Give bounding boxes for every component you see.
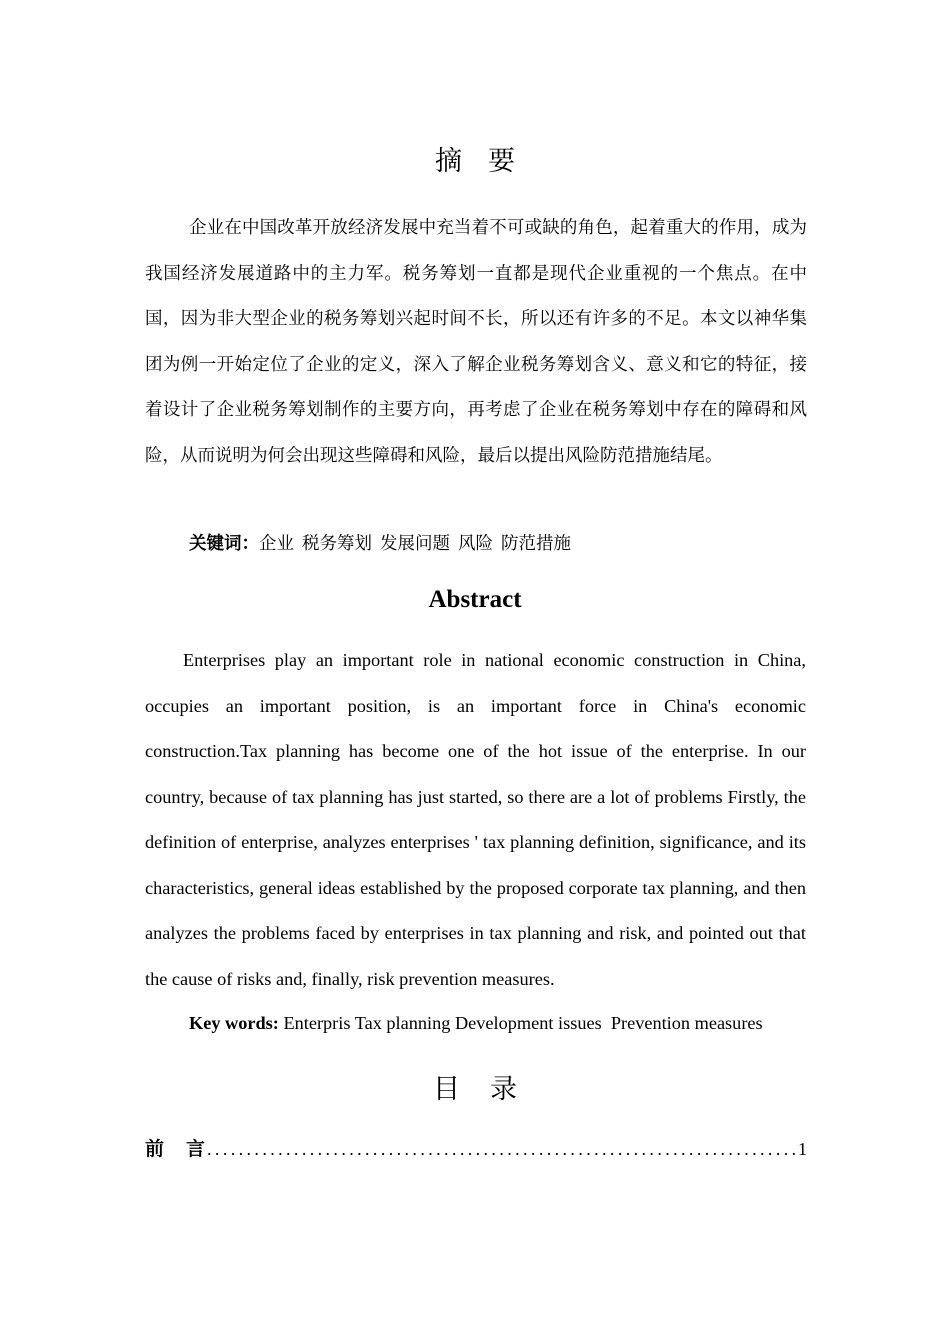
abstract-cn-title: 摘要 bbox=[435, 146, 541, 177]
keywords-cn-label: 关键词： bbox=[189, 534, 259, 554]
keywords-en-label: Key words: bbox=[189, 1013, 279, 1033]
toc-entry[interactable] bbox=[145, 1134, 807, 1166]
toc-entry-page: 1 bbox=[798, 1139, 807, 1159]
keywords-en-values: Enterpris Tax planning Development issues Prevention measures bbox=[283, 1013, 763, 1033]
abstract-cn-keywords bbox=[189, 528, 809, 560]
keyword-cn-item: 风险 bbox=[458, 534, 493, 554]
abstract-en-title: Abstract bbox=[428, 586, 522, 613]
toc-entry-label: 前言 bbox=[145, 1138, 228, 1160]
keyword-cn-item: 税务筹划 bbox=[302, 534, 372, 554]
keyword-cn-item: 防范措施 bbox=[501, 534, 571, 554]
toc-dot-leader bbox=[207, 1139, 798, 1160]
keyword-cn-item: 企业 bbox=[259, 534, 294, 554]
abstract-en-keywords bbox=[189, 1007, 829, 1039]
abstract-en-body: Enterprises play an important role in national economic construction in China, occupies an important position, is an important force in China's economic construction.Tax planning has become one of the hot issue of the enterprise. In our country, because of tax planning has just started, so there are a lot of problems Firstly, the definition of enterprise, analyzes enterprises ' tax planning definition, significance, and its characteristics, general ideas established by the proposed corporate tax planning, and then analyzes the problems faced by enterprises in tax planning and risk, and pointed out that the cause of risks and, finally, risk prevention measures. bbox=[145, 650, 806, 989]
keyword-cn-item: 发展问题 bbox=[380, 534, 450, 554]
abstract-cn-body: 企业在中国改革开放经济发展中充当着不可或缺的角色，起着重大的作用，成为我国经济发展道路中的主力军。税务筹划一直都是现代企业重视的一个焦点。在中国，因为非大型企业的税务筹划兴起时间不长，所以还有许多的不足。本文以神华集团为例一开始定位了企业的定义，深入了解企业税务筹划含义、意义和它的特征，接着设计了企业税务筹划制作的主要方向，再考虑了企业在税务筹划中存在的障碍和风险，从而说明为何会出现这些障碍和风险，最后以提出风险防范措施结尾。 bbox=[145, 218, 807, 466]
toc-title: 目录 bbox=[433, 1074, 547, 1105]
